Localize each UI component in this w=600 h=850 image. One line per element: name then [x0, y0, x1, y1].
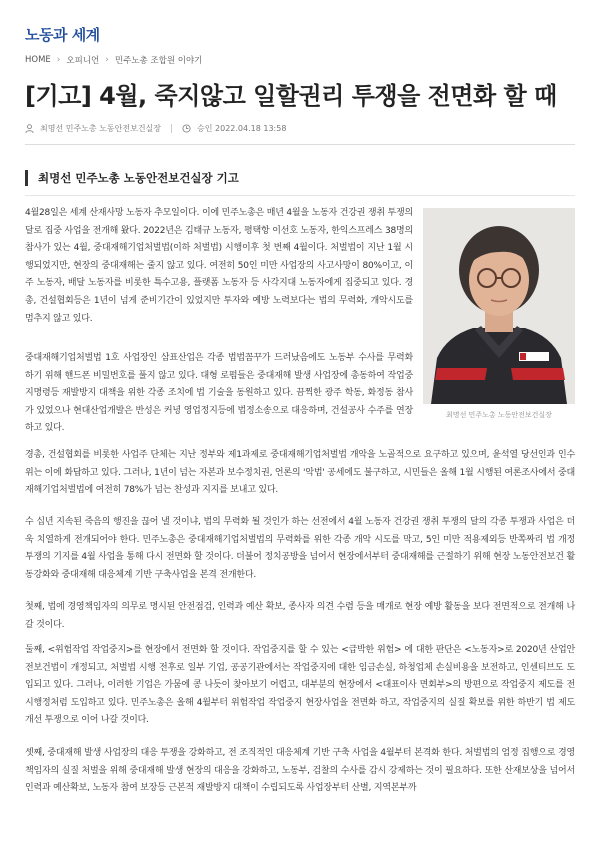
chevron-right-icon: › [105, 55, 109, 65]
article-paragraph: 중대재해기업처벌법 1호 사업장인 삼표산업은 각종 법법꼼꾸가 드러났음에도 노동부 수사를 무력화 하기 위해 핸드폰 비밀번호를 풀지 않고 있다. 대형 로펌들은 중대재해 발생 사업장에 총동하여 작업중지명령등 재발방지 대책을 위한 각종 조치에 법 기술을 동원하고 있다. 끔찍한 광주 학동, 화정동 참사가 있었으나 현대산업개발은 반성은 커녕 영업정지등에 법정소송으로 대응하며, 건설공사 수주를 연장하고 있다. [25, 353, 413, 434]
breadcrumb [25, 54, 202, 66]
meta-divider [171, 124, 172, 133]
person-icon [25, 124, 34, 133]
author-photo[interactable] [423, 208, 575, 404]
article-paragraph: 셋째, 중대재해 발생 사업장의 대응 투쟁을 강화하고, 전 조직적인 대응체계 기반 구축 사업을 4월부터 본격화 한다. 처벌법의 엄정 집행으로 경영책임자의 실질 처벌을 위해 중대재해 발생 현장의 대응을 강화하고, 노동부, 검찰의 수사를 감시 강제하는 것이 필요하다. 또한 산재보상을 넘어서 인력과 예산확보, 노동자 참여 보장등 근본적 재발방지 대책이 수립되도록 사업장부터 산별, 지역본부까 [25, 748, 575, 794]
breadcrumb-subsection[interactable]: 민주노총 조합원 이야기 [114, 56, 203, 66]
chevron-right-icon: › [56, 55, 61, 65]
clock-icon [182, 124, 191, 133]
header-divider [25, 144, 575, 145]
article-title: [기고] 4월, 죽지않고 일할권리 투쟁을 전면화 할 때 [25, 82, 557, 110]
article-paragraph: 4월28일은 세계 산재사망 노동자 추모일이다. 이에 민주노총은 매년 4월을 노동자 건강권 쟁취 투쟁의 달로 집중 사업을 전개해 왔다. 2022년은 김태규 노동자, 평택항 이선호 노동자, 한익스프레스 38명의 참사가 있는 4월, 중대재해기업처벌법(이하 처벌법) 시행이후 첫 번째 4월이다. 처벌법이 지난 1월 시행되었지만, 현장의 중대재해는 줄지 않고 있다. 여전히 50인 미만 사업장의 사고사망이 80%이고, 이주 노동자, 배달 노동자를 비롯한 특수고용, 플랫폼 노동자 등 사각지대 노동자에게 집중되고 있다. 경총, 건설협회등은 1년이 넘게 준비기간이 있었지만 투자와 예방 노력보다는 법의 무력화, 개악시도를 멈추지 않고 있다. [25, 208, 413, 324]
site-logo[interactable]: 노동과 세계 [25, 26, 100, 44]
breadcrumb-home[interactable]: HOME [25, 55, 51, 65]
article-paragraph: 첫째, 법에 경영책임자의 의무로 명시된 안전점검, 인력과 예산 확보, 종사자 의견 수렴 등을 매개로 현장 예방 활동을 보다 전면적으로 전개해 나갈 것이다. [25, 602, 575, 630]
article-author[interactable]: 최명선 민주노총 노동안전보건실장 [40, 124, 162, 133]
article-date: 승인 2022.04.18 13:58 [197, 124, 287, 133]
article-paragraph: 수 십년 지속된 죽음의 행진을 끊어 낼 것이냐, 법의 무력화 될 것인가 하는 선전에서 4월 노동자 건강권 쟁취 투쟁의 달의 각종 투쟁과 사업은 더욱 치열하게 전개되어야 한다. 민주노총은 중대재해기업처벌법의 무력화를 위한 각종 개악 시도를 막고, 5인 미만 적용제외등 반쪽짜리 법 개정 투쟁의 기지를 4월 사업을 통해 다시 전면화 할 것이다. 더불어 정치공방을 넘어서 현장에서부터 중대재해를 근절하기 위해 현장 노동안전보건 활동강화와 중대재해 대응체계 기반 구축사업을 본격 전개한다. [25, 517, 575, 580]
article-meta [25, 123, 286, 134]
article-paragraph: 경총, 건설협회를 비롯한 사업주 단체는 지난 정부와 제1과제로 중대재해기업처벌법 개악을 노골적으로 요구하고 있으며, 윤석열 당선인과 인수위는 이에 화답하고 있다. 그러나, 1년이 넘는 자본과 보수정치권, 언론의 '악법' 공세에도 불구하고, 시민들은 올해 1월 시행된 여론조사에서 중대재해기업처벌법에 여전히 78%가 넘는 찬성과 지지를 보내고 있다. [25, 450, 575, 496]
article-paragraph: 둘째, <위험작업 작업중지>를 현장에서 전면화 할 것이다. 작업중지를 할 수 있는 <급박한 위험> 에 대한 판단은 <노동자>로 2020년 산업안전보건법이 개정되고, 처벌법 시행 전후로 일부 기업, 공공기관에서는 작업중지에 대한 임금손실, 하청업체 손실비용을 보전하고, 인센티브도 도입되고 있다. 그러나, 이러한 기업은 가뭄에 콩 나듯이 찾아보기 어렵고, 대부분의 현장에서 <대표이사 면회부>의 방편으로 작업중지 제도를 전시행정처럼 도입하고 있다. 민주노총은 올해 4월부터 위험작업 작업중지 현장사업을 전면화 하고, 작업중지의 실질 확보를 위한 하반기 법 제도 개선 투쟁으로 이어 나갈 것이다. [25, 645, 575, 726]
breadcrumb-section[interactable]: 오피니언 [66, 56, 100, 66]
subtitle-divider [25, 195, 575, 196]
photo-caption: 최명선 민주노총 노동안전보건실장 [446, 411, 552, 419]
article-subtitle: 최명선 민주노총 노동안전보건실장 기고 [25, 170, 588, 186]
